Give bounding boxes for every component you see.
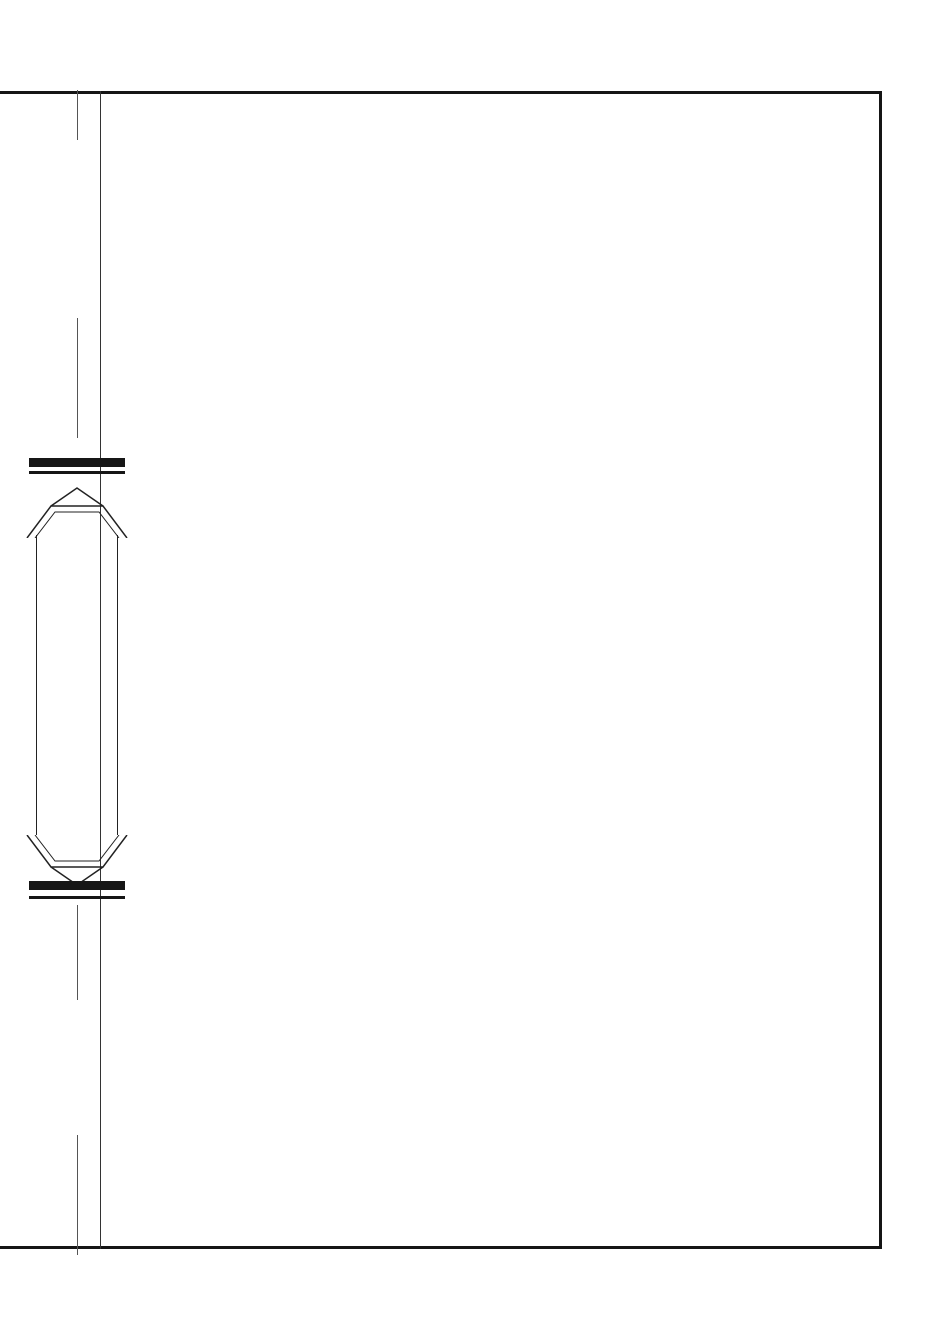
ornament-band-bottom-thin — [29, 896, 125, 899]
ornament-band-bottom — [29, 881, 125, 890]
side-rule-lower — [77, 905, 78, 1000]
side-rule-top — [77, 90, 78, 140]
page-frame — [0, 91, 882, 1249]
title-cartouche — [36, 535, 118, 835]
ornament-band-top — [29, 458, 125, 467]
ornament-arch-top — [21, 478, 133, 538]
ornament-band-top-thin — [29, 471, 125, 474]
side-rule-upper — [77, 318, 78, 438]
side-rule-bottom — [77, 1135, 78, 1255]
